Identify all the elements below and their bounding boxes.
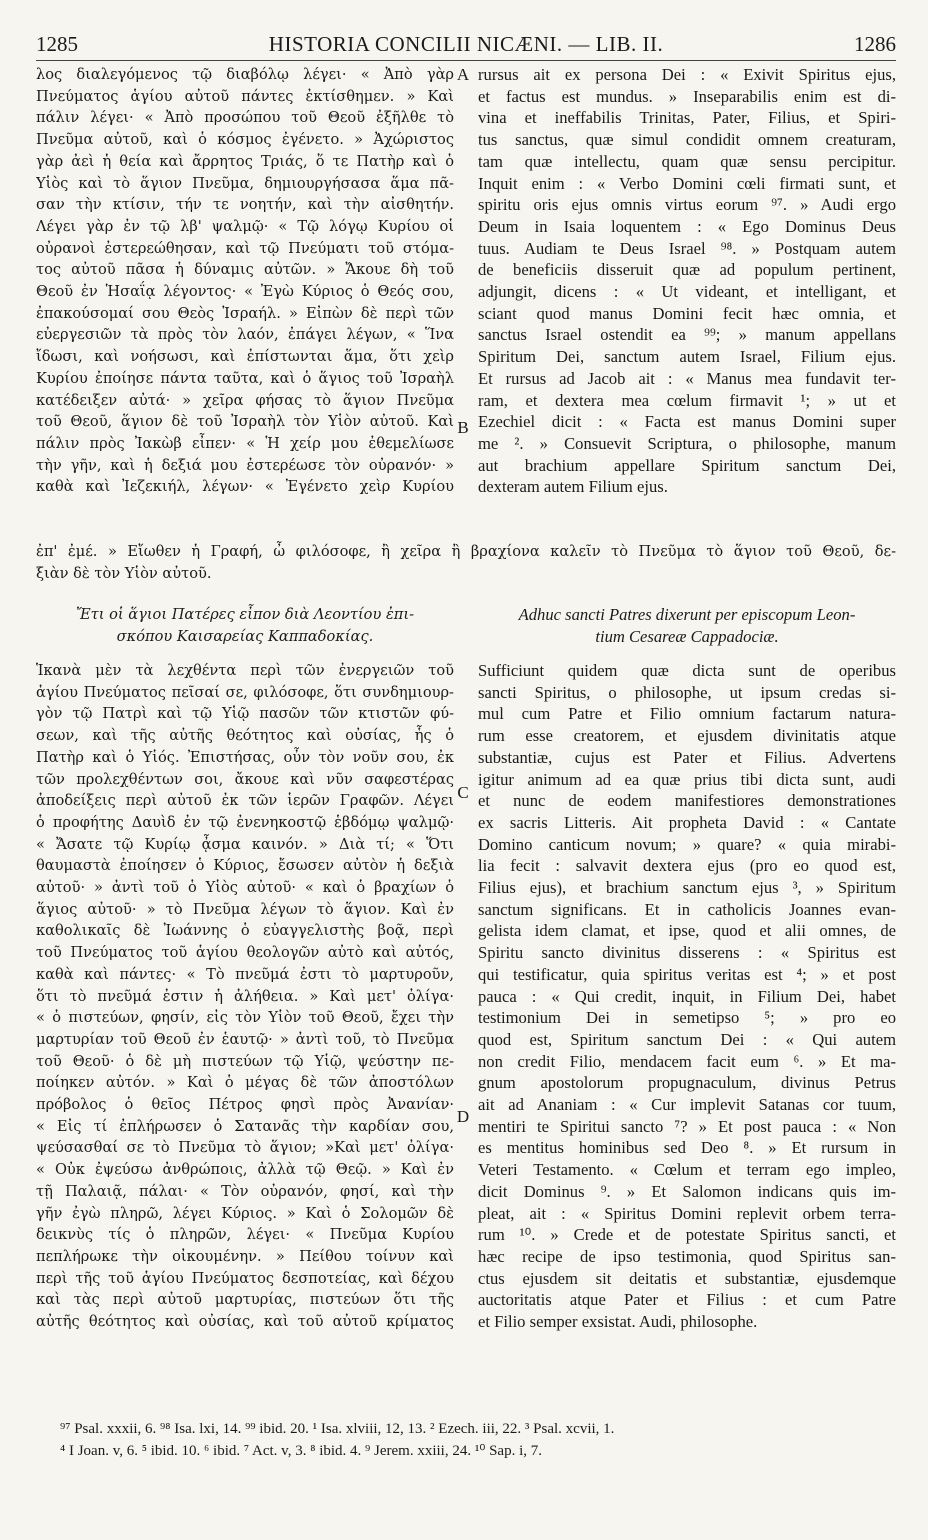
latin-line: mentiri te Spiritui sancto ⁷? » Et post pauca : « Non [478, 1116, 896, 1136]
greek-line: εὐεργεσιῶν τὰ πρὸς τὸν λαόν, ἐπάγει λέγων, « Ἵνα [36, 326, 454, 344]
heading-line: Adhuc sancti Patres dixerunt per episcopum Leon- [518, 605, 856, 624]
latin-line: qui testificatur, quia spiritus veritas est ⁴; » et post [478, 964, 896, 984]
latin-line: et factus est mundus. » Inseparabilis enim est di- [478, 86, 896, 106]
greek-line: πεπλήρωκε τὴν οἰκουμένην. » Πείθου τοίνυν καὶ [36, 1247, 454, 1265]
greek-line: τῶν προλεχθέντων σοι, ἄκουε καὶ νῦν σαφεστέρας [36, 770, 454, 788]
latin-line: rum esse creatorem, et ejusdem divinitatis atque [478, 726, 896, 746]
greek-line: ἴδωσι, καὶ νοήσωσι, καὶ ἐπίστωνται ἅμα, ὅτι χεὶρ [36, 348, 454, 366]
greek-line: γὰρ ἀεὶ ἡ θεία καὶ ἄρρητος Τριάς, ὅ τε Πατὴρ καὶ ὁ [36, 152, 454, 170]
greek-line: σεων, καὶ τῆς αὐτῆς θεότητος καὶ οὐσίας, ἧς ὁ [36, 727, 454, 745]
latin-line: dexteram autem Filium ejus. [478, 477, 668, 497]
latin-line: rum ¹⁰. » Crede et de potestate Spiritus sancti, et [478, 1225, 896, 1245]
greek-line: Πατὴρ καὶ ὁ Υἱός. Ἐπιστήσας, οὖν τὸν νοῦν σου, ἐκ [36, 748, 454, 766]
greek-line: μαρτυρίαν τοῦ Θεοῦ ἐν ἑαυτῷ· » ἀντὶ τοῦ, τὸ Πνεῦμα [36, 1030, 454, 1048]
latin-line: ex sacris Litteris. Ait propheta David : « Cantate [478, 812, 896, 832]
latin-line: hæc recipe de ipso testimonia, quod Spiritus san- [478, 1246, 896, 1266]
greek-line: τος αὐτοῦ πᾶσα ἡ δύναμις αὐτῶν. » Ἄκουε δὴ τοῦ [36, 261, 454, 279]
latin-line: Veteri Testamento. « Cœlum et terram ego impleo, [478, 1160, 896, 1180]
greek-line: « Οὐκ ἐψεύσω ἀνθρώποις, ἀλλὰ τῷ Θεῷ. » Καὶ ἐν [36, 1161, 454, 1179]
greek-line: γῆν ἐγὼ πληρῶ, λέγει Κύριος. » Καὶ ὁ Σολομῶν δὲ [36, 1204, 454, 1222]
greek-line: Λέγει γὰρ ἐν τῷ λβ' ψαλμῷ· « Τῷ λόγῳ Κυρίου οἱ [36, 217, 454, 235]
latin-line: rursus ait ex persona Dei : « Exivit Spiritus ejus, [478, 65, 896, 84]
latin-line: Sufficiunt quidem quæ dicta sunt de operibus [478, 661, 896, 680]
latin-line: ait ad Ananiam : « Cur implevit Satanas cor tuum, [478, 1095, 896, 1115]
latin-line: dicit Dominus ⁹. » Et Salomon indicans quis im- [478, 1181, 896, 1201]
latin-line: Spiritu sancto divinitus disserens : « Spiritus est [478, 943, 896, 963]
latin-line: substantiæ, cujus est Pater et Filius. Advertens [478, 747, 896, 767]
greek-line: περὶ τῆς τοῦ ἁγίου Πνεύματος δεσποτείας, καὶ δέχου [36, 1269, 454, 1287]
running-title: HISTORIA CONCILII NICÆNI. — LIB. II. [268, 32, 664, 56]
footnotes [60, 1418, 892, 1462]
latin-column-top [478, 64, 896, 498]
greek-line: γὸν τῷ Πατρὶ καὶ τῷ Υἱῷ πασῶν τῶν κτιστῶν φύ- [36, 705, 454, 723]
greek-full-width-text [36, 541, 896, 584]
greek-column-bottom [36, 660, 454, 1333]
latin-line: Ezechiel dicit : « Facta est manus Domini super [478, 412, 896, 432]
latin-line: vina et ineffabilis Trinitas, Pater, Filius, et Spiri- [478, 108, 896, 128]
greek-line: καθολικαῖς δὲ Ἰωάννης ὁ εὐαγγελιστὴς βοᾷ, περὶ [36, 922, 454, 940]
greek-line: ψεύσασθαί σε τὸ Πνεῦμα τὸ ἅγιον; »Καὶ μετ' ὀλίγα· [36, 1139, 454, 1157]
greek-line: αὐτοῦ· » ἀντὶ τοῦ ὁ Υἱὸς αὐτοῦ· « καὶ ὁ βραχίων ὁ [36, 879, 454, 897]
column-marker-c: C [457, 783, 469, 802]
greek-line: Υἱὸς καὶ τὸ ἅγιον Πνεῦμα, δημιουργήσασα ἅμα πᾶ- [36, 174, 454, 192]
latin-line: et Filio semper exsistat. Audi, philosophe. [478, 1312, 758, 1332]
greek-section-heading [36, 604, 454, 647]
latin-line: Inquit enim : « Verbo Domini cœli firmati sunt, et [478, 173, 896, 193]
latin-line: mul cum Patre et Filio omnium factarum natura- [478, 704, 896, 724]
greek-line: ἐπ' ἐμέ. » Εἴωθεν ἡ Γραφή, ὦ φιλόσοφε, ἢ χεῖρα ἢ βραχίονα καλεῖν τὸ Πνεῦμα τὸ ἅγιον τοῦ Θεοῦ, δε- [36, 543, 896, 560]
latin-line: me ². » Consuevit Scriptura, o philosophe, manum [478, 433, 896, 453]
greek-line: ποίηκεν αὐτόν. » Καὶ ὁ μέγας δὲ τῶν ἀποστόλων [36, 1074, 454, 1092]
latin-line: Et rursus ad Jacob ait : « Manus mea fundavit ter- [478, 368, 896, 388]
latin-line: ctus ejusdem sit deitatis et substantiæ, ejusdemque [478, 1268, 896, 1288]
latin-line: igitur animum ad ea quæ prius tibi dicta sunt, audi [478, 769, 896, 789]
latin-section-heading [478, 604, 896, 647]
greek-line: πάλιν λέγει· « Ἀπὸ προσώπου τοῦ Θεοῦ ἐξῆλθε τὸ [36, 109, 454, 127]
latin-line: sanctus Israel ostendit ea ⁹⁹; » manum appellans [478, 325, 896, 345]
latin-line: tus sanctus, quæ simul condidit omnem creaturam, [478, 130, 896, 150]
latin-line: Deum in Isaia loquentem : « Ego Dominus Deus [478, 216, 896, 236]
greek-line: δεικνὺς τίς ὁ πληρῶν, λέγει· « Πνεῦμα Κυρίου [36, 1226, 454, 1244]
greek-line: κατέδειξεν αὐτά· » χεῖρα φήσας τὸ ἅγιον Πνεῦμα [36, 391, 454, 409]
greek-line: τοῦ Πνεύματος τοῦ ἁγίου θεολογῶν αὐτὸ καὶ αὐτός, [36, 944, 454, 962]
latin-line: aut brachium appellare Spiritum sanctum Dei, [478, 455, 896, 475]
greek-line: τοῦ Θεοῦ· ὁ δὲ μὴ πιστεύων τῷ Υἱῷ, ψεύστην πε- [36, 1052, 454, 1070]
latin-line: testimonium Dei in semetipso ⁵; » pro eo [478, 1008, 896, 1028]
greek-line: πρόβολος ὁ θεῖος Πέτρος φησὶ πρὸς Ἀνανίαν· [36, 1096, 454, 1114]
latin-line: tam quæ intellectu, quam quæ sensu percipitur. [478, 151, 896, 171]
greek-line: πάλιν πρὸς Ἰακὼβ εἶπεν· « Ἡ χείρ μου ἐθεμελίωσε [36, 434, 454, 452]
greek-line: θαυμαστὰ ἐποίησεν ὁ Κύριος, ἔσωσεν αὐτὸν ἡ δεξιὰ [36, 857, 454, 875]
column-marker-a: A [456, 65, 470, 84]
greek-line: καθὰ καὶ πάντες· « Τὸ πνεῦμά ἐστι τὸ μαρτυροῦν, [36, 965, 454, 983]
greek-line: « Εἰς τί ἐπλήρωσεν ὁ Σατανᾶς τὴν καρδίαν σου, [36, 1117, 454, 1135]
greek-line: ἀποδείξεις περὶ αὐτοῦ ἐκ τῶν ἱερῶν Γραφῶν. Λέγει [36, 792, 454, 810]
latin-line: et nunc de eodem manifestiores demonstrationes [478, 791, 896, 811]
greek-line: Κυρίου ἐποίησε πάντα ταῦτα, καὶ ὁ ἅγιος τοῦ Ἰσραὴλ [36, 369, 454, 387]
greek-line: « Ἄσατε τῷ Κυρίῳ ᾆσμα καινόν. » Διὰ τί; « Ὅτι [36, 835, 454, 853]
heading-line: Ἔτι οἱ ἅγιοι Πατέρες εἶπον διὰ Λεοντίου ἐπι- [75, 606, 415, 623]
greek-line: τῇ Παλαιᾷ, πάλαι· « Τὸν οὐρανόν, φησί, καὶ τὴν [36, 1182, 454, 1200]
footnote-line: ⁴ I Joan. v, 6. ⁵ ibid. 10. ⁶ ibid. ⁷ Act. v, 3. ⁸ ibid. 4. ⁹ Jerem. xxiii, 24. ¹⁰ Sap. i, 7. [60, 1443, 542, 1459]
page-number-left: 1285 [36, 32, 78, 56]
latin-line: Filius ejus), et brachium sanctum ejus ³, » Spiritum [478, 878, 896, 898]
latin-line: tuus. Audiam te Deus Israel ⁹⁸. » Postquam autem [478, 238, 896, 258]
greek-line: ἁγίου Πνεύματος πεῖσαί σε, φιλόσοφε, ὅτι συνδημιουρ- [36, 683, 454, 701]
greek-line: λος διαλεγόμενος τῷ διαβόλῳ λέγει· « Ἀπὸ γὰρ [36, 66, 454, 83]
greek-line: τὴν γῆν, καὶ ἡ δεξιά μου ἐστερέωσε τὸν οὐρανόν· » [36, 456, 454, 474]
column-marker-d: D [456, 1107, 470, 1126]
greek-line: καθὰ καὶ Ἰεζεκιήλ, λέγων· « Ἐγένετο χεὶρ Κυρίου [36, 478, 454, 496]
greek-line: Πνεύματος ἁγίου αὐτοῦ πάντες ἐκτίσθημεν. » Καὶ [36, 87, 454, 105]
latin-line: auctoritatis atque Pater et Filius : et cum Patre [478, 1290, 896, 1310]
latin-line: spiritu oris ejus omnis virtus eorum ⁹⁷. » Audi ergo [478, 195, 896, 215]
latin-line: sciant quod manus Domini fecit hæc omnia, et [478, 303, 896, 323]
latin-line: quod est, Spiritum sanctum Dei : « Qui autem [478, 1029, 896, 1049]
greek-line: ἐπακούσομαί σου Θεὸς Ἰσραήλ. » Εἰπὼν δὲ περὶ τῶν [36, 304, 454, 322]
latin-line: ram, et dextera mea cœlum firmavit ¹; » ut et [478, 390, 896, 410]
heading-line: tium Cesareæ Cappadociæ. [595, 626, 779, 646]
greek-column-top [36, 64, 454, 498]
latin-line: sancti Spiritus, o philosophe, ut ipsum credas si- [478, 682, 896, 702]
latin-line: gelista idem clamat, et ipse, quod et alii omnes, de [478, 921, 896, 941]
greek-line: Πνεῦμα αὐτοῦ, καὶ ὁ κόσμος ἐγένετο. » Ἀχώριστος [36, 131, 454, 149]
page-number-right: 1286 [854, 32, 896, 56]
latin-line: de beneficiis disseruit quæ ad populum pertinent, [478, 260, 896, 280]
greek-line: τοῦ Θεοῦ, ἅγιον δὲ τοῦ Ἰσραὴλ τὸν Υἱὸν αὐτοῦ. Καὶ [36, 413, 454, 431]
latin-column-bottom [478, 660, 896, 1333]
greek-line: καὶ τὰς περὶ αὐτοῦ μαρτυρίας, πιστεύων ὅτι τῆς [36, 1291, 454, 1309]
greek-line: Ἱκανὰ μὲν τὰ λεχθέντα περὶ τῶν ἐνεργειῶν τοῦ [36, 662, 454, 679]
greek-line: οὐρανοὶ ἐστερεώθησαν, καὶ τῷ Πνεύματι τοῦ στόμα- [36, 239, 454, 257]
greek-line: αὐτῆς θεότητος καὶ οὐσίας, καὶ τοῦ αὐτοῦ κρίματος [36, 1313, 454, 1331]
latin-line: Spiritum Dei, sanctum autem Israel, Filium ejus. [478, 347, 896, 367]
column-marker-b: B [457, 418, 469, 437]
latin-line: adjungit, dicens : « Ut videant, et intelligant, et [478, 282, 896, 302]
greek-line: Θεοῦ ἐν Ἡσαΐᾳ λέγοντος· « Ἐγὼ Κύριος ὁ Θεός σου, [36, 283, 454, 301]
footnote-line: ⁹⁷ Psal. xxxii, 6. ⁹⁸ Isa. lxi, 14. ⁹⁹ ibid. 20. ¹ Isa. xlviii, 12, 13. ² Ezech. iii, 22. ³ Psal. xcvii, 1. [60, 1421, 615, 1437]
greek-line: ξιὰν δὲ τὸν Υἱὸν αὐτοῦ. [36, 564, 212, 582]
greek-line: σαν τὴν κτίσιν, τήν τε νοητήν, καὶ τὴν αἰσθητήν. [36, 196, 454, 214]
greek-line: « ὁ πιστεύων, φησίν, εἰς τὸν Υἱὸν τοῦ Θεοῦ, ἔχει τὴν [36, 1009, 454, 1027]
latin-line: es mentitus hominibus sed Deo ⁸. » Et rursum in [478, 1138, 896, 1158]
greek-line: ἅγιος αὐτοῦ· » τὸ Πνεῦμα λέγων τὸ ἅγιον. Καὶ ἐν [36, 900, 454, 918]
latin-line: sanctum significans. Et in catholicis Joannes evan- [478, 899, 896, 919]
latin-line: pleat, ait : « Spiritus Domini replevit orbem terra- [478, 1203, 896, 1223]
greek-line: ὁ προφήτης Δαυὶδ ἐν τῷ ἐνενηκοστῷ ἑβδόμῳ ψαλμῷ· [36, 813, 454, 831]
latin-line: lia fecit : salvavit dextera ejus (pro eo quod est, [478, 856, 896, 876]
latin-line: non credit Filio, mendacem facit eum ⁶. » Et ma- [478, 1051, 896, 1071]
latin-line: Domino canticum novum; » quare? « quia mirabi- [478, 834, 896, 854]
page-header [36, 30, 896, 61]
heading-line: σκόπου Καισαρείας Καππαδοκίας. [116, 627, 374, 645]
latin-line: pauca : « Qui credit, inquit, in Filium Dei, habet [478, 986, 896, 1006]
greek-line: ὅτι τὸ πνεῦμά ἐστιν ἡ ἀλήθεια. » Καὶ μετ' ὀλίγα· [36, 987, 454, 1005]
latin-line: gnum apostolorum propugnaculum, divinus Petrus [478, 1073, 896, 1093]
